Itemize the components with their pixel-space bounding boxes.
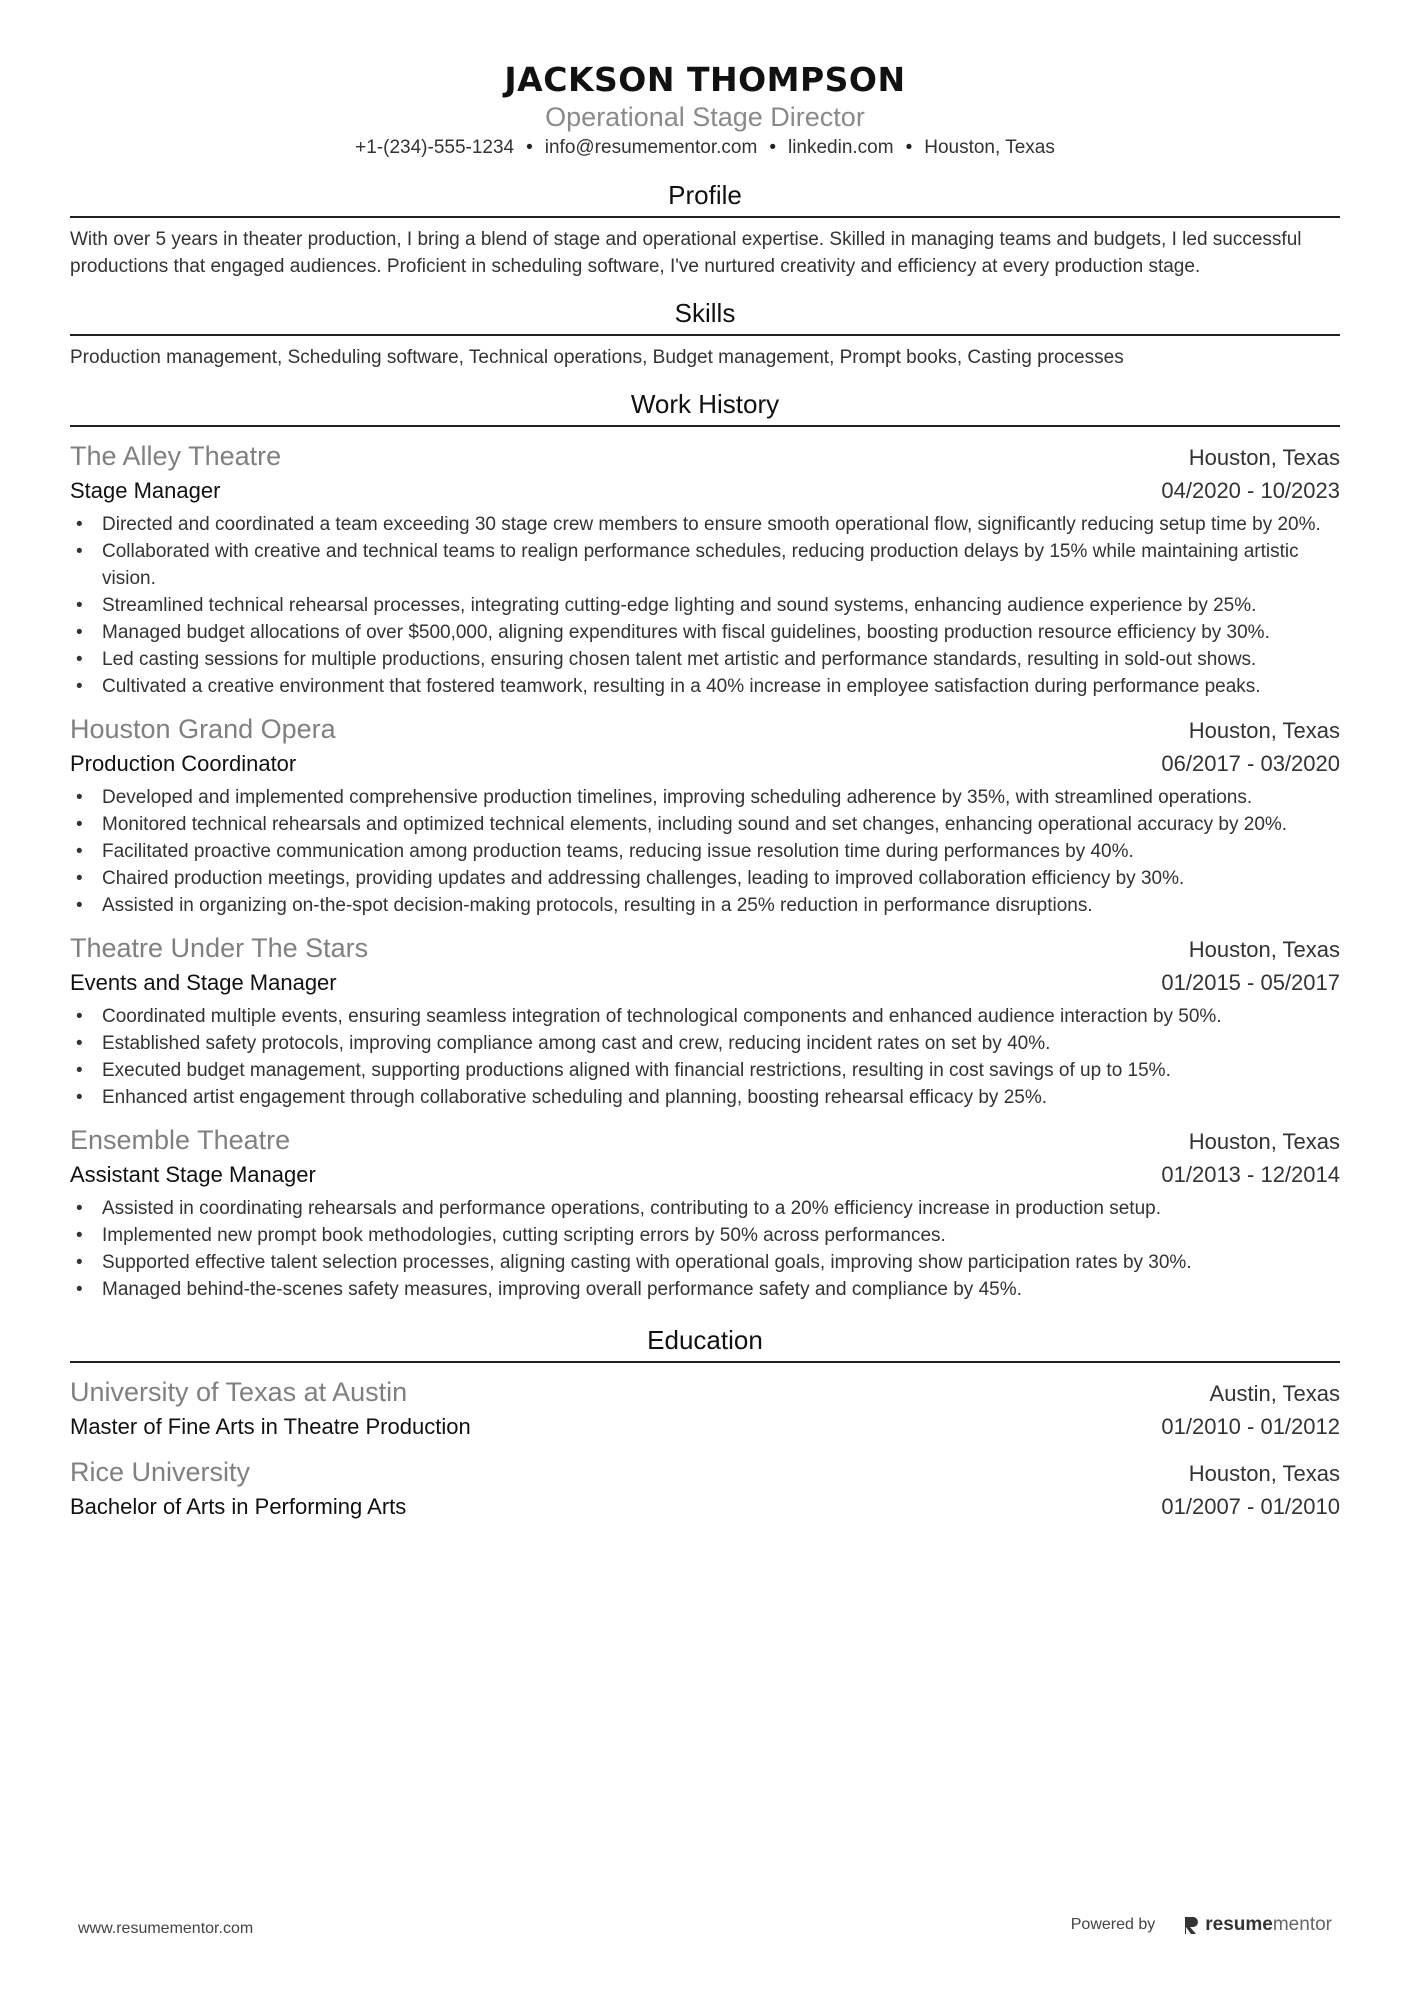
bullet-dot: • (76, 622, 83, 643)
powered-by-label: Powered by (1070, 1916, 1156, 1933)
brand-bold-text: resume (1205, 1914, 1273, 1935)
list-item (70, 1057, 1340, 1084)
job-role: Assistant Stage Manager (70, 1162, 316, 1187)
job-entry (70, 712, 1340, 919)
job-dates: 01/2015 - 05/2017 (1161, 970, 1340, 995)
bullet-separator: • (905, 137, 913, 158)
list-item (70, 673, 1340, 700)
contact-linkedin[interactable]: linkedin.com (787, 137, 894, 158)
list-item (70, 811, 1340, 838)
bullet-separator: • (526, 137, 533, 158)
bullet-dot: • (76, 1006, 83, 1027)
school-location: Houston, Texas (1188, 1461, 1340, 1486)
job-role-row (70, 475, 1340, 507)
job-location: Houston, Texas (1188, 718, 1340, 743)
bullet-text: Executed budget management, supporting productions aligned with financial restrictions, resulting in cost savings of up to 15%. (102, 1060, 1171, 1081)
bullet-text: Streamlined technical rehearsal processes, integrating cutting-edge lighting and sound systems, enhancing audience experience by 25%. (102, 595, 1257, 616)
list-item (70, 619, 1340, 646)
education-entry (70, 1455, 1340, 1523)
bullet-text: Implemented new prompt book methodologies, cutting scripting errors by 50% across performances. (102, 1225, 946, 1246)
footer-website[interactable]: www.resumementor.com (78, 1920, 254, 1937)
contact-phone: +1-(234)-555-1234 (355, 137, 515, 158)
bullet-text: Chaired production meetings, providing updates and addressing challenges, leading to improved collaboration efficiency by 30%. (102, 868, 1185, 889)
job-header-row (70, 931, 1340, 967)
education-heading: Education (70, 1323, 1340, 1363)
education-dates: 01/2010 - 01/2012 (1161, 1414, 1340, 1439)
list-item (70, 1084, 1340, 1111)
bullet-dot: • (76, 541, 83, 562)
education-list (70, 1375, 1340, 1523)
job-header-row (70, 439, 1340, 475)
work-history-heading: Work History (70, 387, 1340, 427)
skills-text: Production management, Scheduling software, Technical operations, Budget management, Prompt books, Casting processes (70, 347, 1124, 368)
list-item (70, 1276, 1340, 1303)
job-entry (70, 1123, 1340, 1303)
list-item (70, 1030, 1340, 1057)
bullet-dot: • (76, 1087, 83, 1108)
bullet-text: Established safety protocols, improving compliance among cast and crew, reducing incident rates on set by 40%. (102, 1033, 1051, 1054)
brand-light-text: mentor (1272, 1914, 1332, 1935)
job-role: Stage Manager (70, 478, 221, 503)
job-bullets (70, 1195, 1340, 1303)
job-location: Houston, Texas (1188, 445, 1340, 470)
job-bullets (70, 1003, 1340, 1111)
company-name: Houston Grand Opera (70, 714, 336, 744)
list-item (70, 892, 1340, 919)
bullet-text: Led casting sessions for multiple productions, ensuring chosen talent met artistic and performance standards, resulting in sold-out shows. (102, 649, 1257, 670)
bullet-text: Facilitated proactive communication among production teams, reducing issue resolution time during performances by 40%. (102, 841, 1134, 862)
degree-row (70, 1411, 1340, 1443)
work-history-list (70, 439, 1340, 1303)
bullet-text: Assisted in organizing on-the-spot decision-making protocols, resulting in a 25% reduction in performance disruptions. (102, 895, 1093, 916)
skills-heading: Skills (70, 296, 1340, 336)
job-role: Production Coordinator (70, 751, 297, 776)
bullet-text: Assisted in coordinating rehearsals and performance operations, contributing to a 20% efficiency increase in production setup. (102, 1198, 1161, 1219)
bullet-dot: • (76, 1252, 83, 1273)
bullet-dot: • (76, 1033, 83, 1054)
job-entry (70, 439, 1340, 700)
list-item (70, 511, 1340, 538)
bullet-text: Directed and coordinated a team exceeding 30 stage crew members to ensure smooth operational flow, significantly reducing setup time by 20%. (102, 514, 1321, 535)
degree-name: Master of Fine Arts in Theatre Production (70, 1414, 471, 1439)
resumementor-logo-icon (1183, 1915, 1199, 1935)
school-location: Austin, Texas (1209, 1381, 1340, 1406)
bullet-text: Coordinated multiple events, ensuring seamless integration of technological components and enhanced audience interaction by 50%. (102, 1006, 1222, 1027)
candidate-name: JACKSON THOMPSON (504, 60, 906, 99)
bullet-text: Cultivated a creative environment that fostered teamwork, resulting in a 40% increase in employee satisfaction during performance peaks. (102, 676, 1261, 697)
bullet-dot: • (76, 514, 83, 535)
bullet-text: Enhanced artist engagement through collaborative scheduling and planning, boosting rehearsal efficacy by 25%. (102, 1087, 1047, 1108)
bullet-dot: • (76, 595, 83, 616)
school-header-row (70, 1455, 1340, 1491)
profile-heading: Profile (70, 178, 1340, 218)
job-dates: 06/2017 - 03/2020 (1161, 751, 1340, 776)
company-name: Ensemble Theatre (70, 1125, 291, 1155)
bullet-dot: • (76, 814, 83, 835)
school-name: University of Texas at Austin (70, 1377, 408, 1407)
list-item (70, 592, 1340, 619)
job-location: Houston, Texas (1188, 1129, 1340, 1154)
bullet-text: Supported effective talent selection processes, aligning casting with operational goals, improving show participation rates by 30%. (102, 1252, 1192, 1273)
bullet-dot: • (76, 649, 83, 670)
job-bullets (70, 784, 1340, 919)
resume-header (70, 60, 1340, 162)
profile-text: With over 5 years in theater production, I bring a blend of stage and operational expertise. Skilled in managing teams and budgets, I led successful productions that engaged audiences. Proficient in scheduling software, I've nurtured creativity and efficiency at every production stage. (70, 229, 1302, 277)
bullet-text: Developed and implemented comprehensive production timelines, improving scheduling adherence by 35%, with streamlined operations. (102, 787, 1253, 808)
company-name: The Alley Theatre (70, 441, 282, 471)
bullet-dot: • (76, 895, 83, 916)
contact-email[interactable]: info@resumementor.com (544, 137, 758, 158)
bullet-dot: • (76, 841, 83, 862)
job-title: Operational Stage Director (545, 102, 865, 132)
job-dates: 04/2020 - 10/2023 (1161, 478, 1340, 503)
bullet-dot: • (76, 868, 83, 889)
degree-row (70, 1491, 1340, 1523)
bullet-text: Managed budget allocations of over $500,000, aligning expenditures with fiscal guidelines, boosting production resource efficiency by 30%. (102, 622, 1270, 643)
resume-page (70, 60, 1340, 1523)
job-dates: 01/2013 - 12/2014 (1161, 1162, 1340, 1187)
contact-line (70, 134, 1340, 162)
list-item (70, 1249, 1340, 1276)
job-role-row (70, 1159, 1340, 1191)
list-item (70, 865, 1340, 892)
degree-name: Bachelor of Arts in Performing Arts (70, 1494, 407, 1519)
bullet-text: Managed behind-the-scenes safety measures, improving overall performance safety and compliance by 45%. (102, 1279, 1022, 1300)
school-header-row (70, 1375, 1340, 1411)
list-item (70, 784, 1340, 811)
list-item (70, 538, 1340, 592)
job-entry (70, 931, 1340, 1111)
list-item (70, 1195, 1340, 1222)
bullet-text: Collaborated with creative and technical teams to realign performance schedules, reducing production delays by 15% while maintaining artistic vision. (102, 541, 1299, 589)
job-location: Houston, Texas (1188, 937, 1340, 962)
bullet-dot: • (76, 1198, 83, 1219)
job-role-row (70, 967, 1340, 999)
job-role-row (70, 748, 1340, 780)
list-item (70, 1222, 1340, 1249)
bullet-dot: • (76, 1060, 83, 1081)
list-item (70, 1003, 1340, 1030)
education-entry (70, 1375, 1340, 1443)
resumementor-logo[interactable] (1183, 1914, 1332, 1936)
education-dates: 01/2007 - 01/2010 (1161, 1494, 1340, 1519)
company-name: Theatre Under The Stars (70, 933, 369, 963)
bullet-dot: • (76, 787, 83, 808)
footer-powered-by (1071, 1914, 1332, 1936)
job-role: Events and Stage Manager (70, 970, 337, 995)
school-name: Rice University (70, 1457, 251, 1487)
list-item (70, 646, 1340, 673)
bullet-text: Monitored technical rehearsals and optimized technical elements, including sound and set changes, enhancing operational accuracy by 20%. (102, 814, 1288, 835)
bullet-dot: • (76, 1225, 83, 1246)
list-item (70, 838, 1340, 865)
bullet-dot: • (76, 676, 83, 697)
bullet-separator: • (769, 137, 776, 158)
job-bullets (70, 511, 1340, 700)
job-header-row (70, 1123, 1340, 1159)
job-header-row (70, 712, 1340, 748)
contact-location: Houston, Texas (924, 137, 1055, 158)
bullet-dot: • (76, 1279, 83, 1300)
